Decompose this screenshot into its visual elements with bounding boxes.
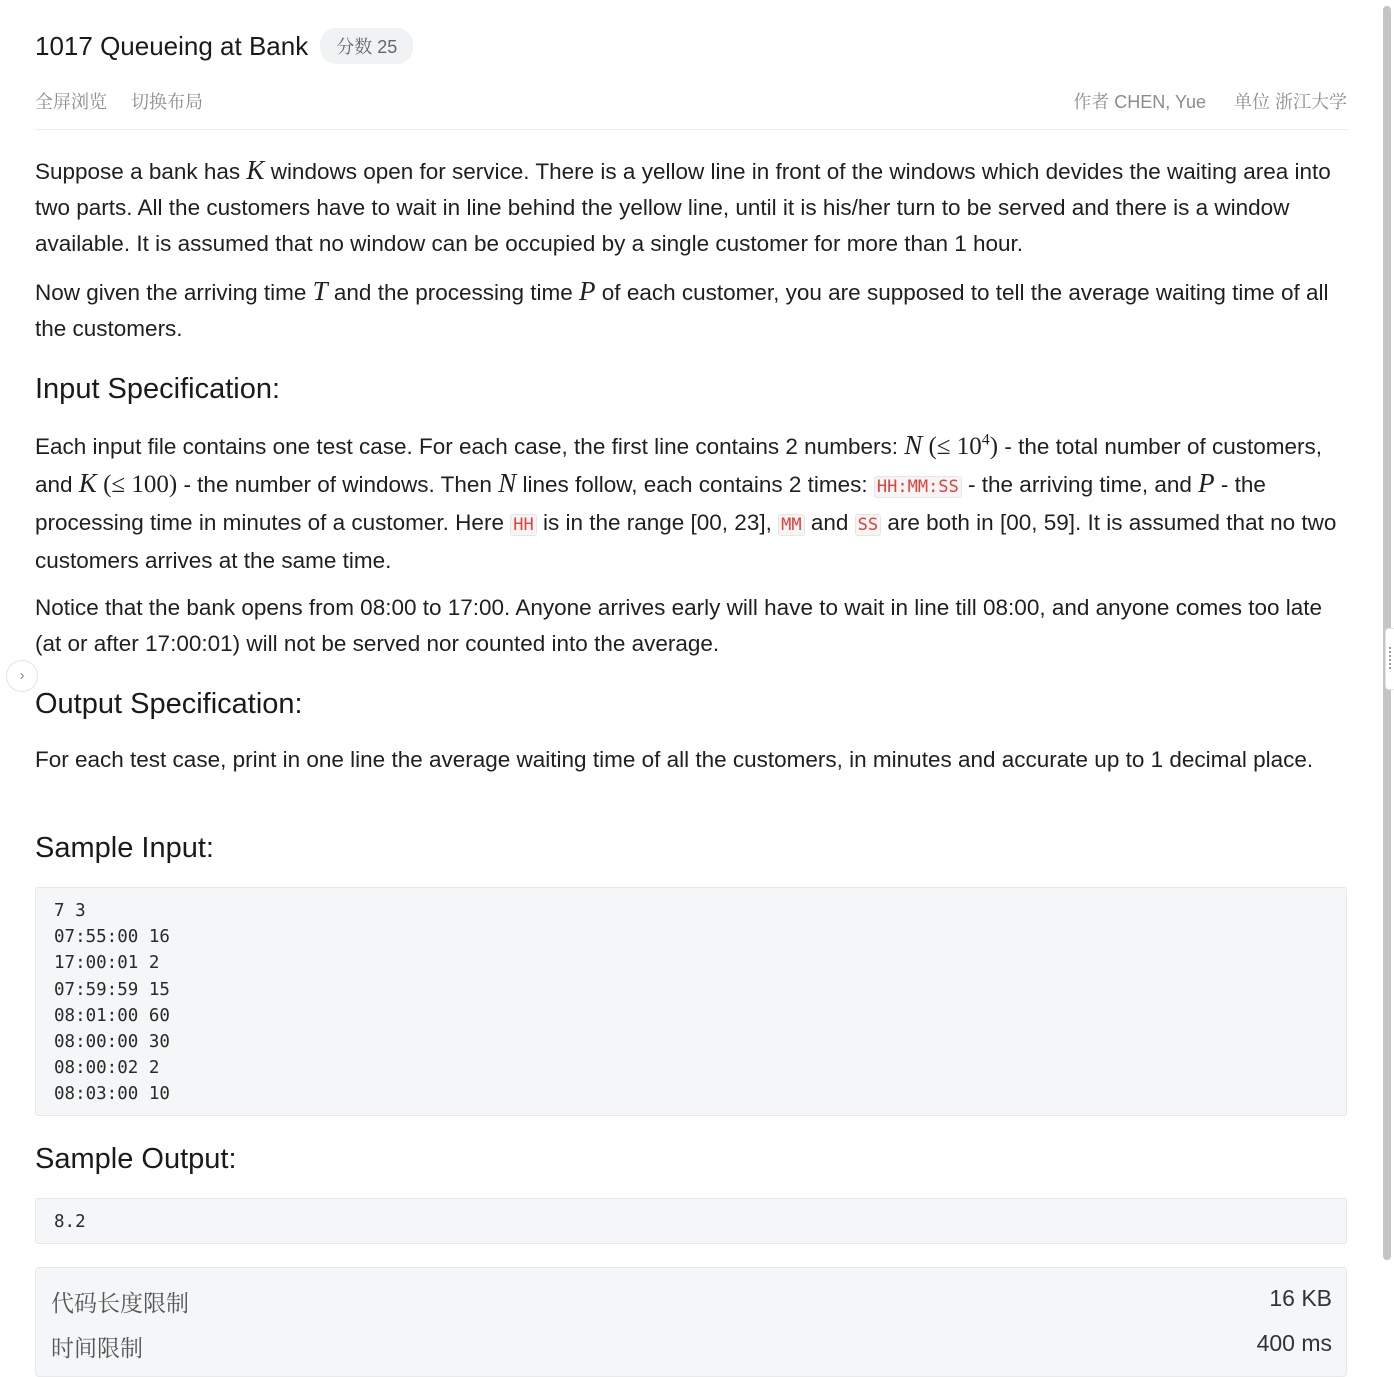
text-span: of each customer, you are supposed to tell the average waiting time of all the customers.	[35, 280, 1329, 341]
math-cond-open: (≤ 10	[922, 433, 982, 460]
text-span: lines follow, each contains 2 times:	[516, 472, 874, 497]
problem-statement	[35, 152, 1347, 789]
text-span: Now given the arriving time	[35, 280, 313, 305]
math-var: K	[78, 468, 97, 498]
math-var: P	[1198, 468, 1215, 498]
math-var: K	[246, 155, 265, 185]
statement-paragraph-2	[35, 273, 1347, 347]
text-span: are both in [00, 59]. It is assumed that no two customers arrives at the same time.	[35, 510, 1337, 573]
inline-code: MM	[778, 514, 804, 536]
math-var: N	[904, 430, 923, 460]
inline-code: HH:MM:SS	[874, 476, 962, 498]
output-spec-heading: Output Specification:	[35, 688, 303, 720]
problem-meta	[1045, 88, 1347, 114]
sample-input-block[interactable]: 7 3 07:55:00 16 17:00:01 2 07:59:59 15 08:01:00 60 08:00:00 30 08:00:02 2 08:03:00 10	[35, 887, 1347, 1116]
switch-layout-button[interactable]: 切换布局	[131, 92, 203, 112]
text-span: Suppose a bank has	[35, 159, 247, 184]
inline-code: HH	[510, 514, 536, 536]
sample-input-heading: Sample Input:	[35, 832, 214, 864]
text-span: and	[804, 510, 855, 535]
unit-label: 单位 浙江大学	[1233, 92, 1347, 112]
text-span: - the arriving time, and	[961, 472, 1199, 497]
score-badge: 分数 25	[320, 28, 413, 64]
text-span: Each input file contains one test case. For each case, the first line contains 2 numbers:	[35, 434, 905, 459]
handle-dots	[1389, 647, 1391, 671]
text-span: windows open for service. There is a yellow line in front of the windows which devides the waiting area into two parts. All the customers have to wait in line behind the yellow line, until it is his/her turn to be served and there is a window available. It is assumed that no window can be occupied by a single customer for more than 1 hour.	[35, 159, 1331, 256]
page-title: 1017 Queueing at Bank	[35, 30, 309, 61]
chevron-right-icon[interactable]: ›	[6, 660, 38, 692]
code-length-row	[51, 1285, 1332, 1315]
output-spec-paragraph: For each test case, print in one line the average waiting time of all the customers, in minutes and accurate up to 1 decimal place.	[35, 747, 1314, 772]
text-span: - the processing time in minutes of a customer. Here	[35, 472, 1266, 535]
input-spec-paragraph-1	[35, 427, 1347, 579]
drag-handle-icon[interactable]	[1385, 628, 1394, 690]
time-limit-label: 时间限制	[51, 1335, 143, 1361]
math-var: T	[312, 276, 328, 306]
text-span: - the number of windows. Then	[177, 472, 499, 497]
code-length-label: 代码长度限制	[51, 1290, 189, 1316]
text-span: is in the range [00, 23],	[536, 510, 779, 535]
time-limit-value: 400 ms	[1256, 1330, 1332, 1356]
sample-output-block[interactable]: 8.2	[35, 1198, 1347, 1244]
math-cond-close: )	[989, 433, 999, 460]
inline-code: SS	[855, 514, 881, 536]
text-span: - the total number of customers, and	[35, 434, 1322, 497]
math-var: N	[498, 468, 517, 498]
math-cond	[922, 433, 998, 460]
fullscreen-button[interactable]: 全屏浏览	[35, 92, 107, 112]
author-label: 作者 CHEN, Yue	[1073, 92, 1206, 112]
time-limit-row	[51, 1330, 1332, 1360]
title-row	[35, 28, 413, 64]
input-spec-heading: Input Specification:	[35, 373, 281, 405]
sample-output-heading: Sample Output:	[35, 1143, 237, 1175]
text-span: and the processing time	[327, 280, 580, 305]
math-cond: (≤ 100)	[96, 471, 178, 498]
limits-panel	[35, 1267, 1347, 1377]
input-spec-paragraph-2: Notice that the bank opens from 08:00 to 17:00. Anyone arrives early will have to wait in line till 08:00, and anyone comes too late (at or after 17:00:01) will not be served nor counted into the average.	[35, 595, 1323, 656]
view-actions	[35, 88, 227, 114]
math-exponent: 4	[981, 431, 990, 449]
math-var: P	[579, 276, 596, 306]
code-length-value: 16 KB	[1269, 1285, 1332, 1311]
statement-paragraph-1	[35, 152, 1347, 262]
header-divider	[35, 129, 1347, 130]
meta-row	[35, 88, 1347, 114]
